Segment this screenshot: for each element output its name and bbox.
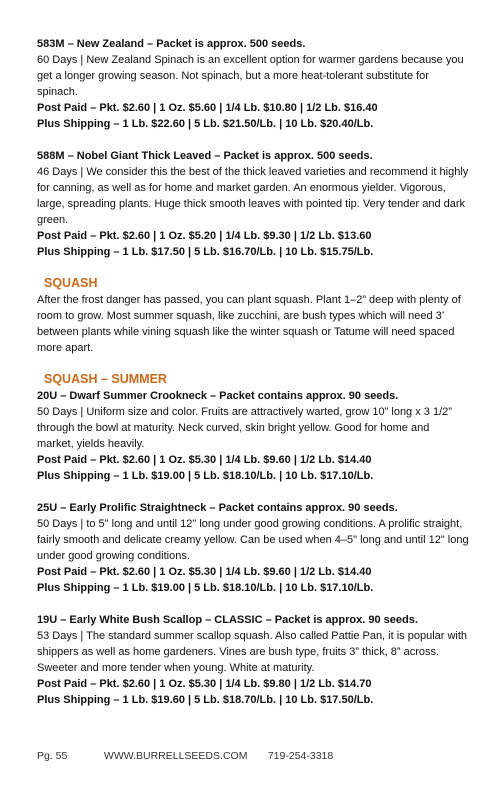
phone-number: 719-254-3318 — [267, 750, 334, 762]
product-title: 25U – Early Prolific Straightneck – Packet contains approx. 90 seeds. — [37, 502, 398, 514]
product-title: 20U – Dwarf Summer Crookneck – Packet contains approx. 90 seeds. — [37, 390, 399, 402]
product-entry-25u — [37, 500, 469, 596]
post-paid-prices: Post Paid – Pkt. $2.60 | 1 Oz. $5.30 | 1/4 Lb. $9.80 | 1/2 Lb. $14.70 — [37, 678, 372, 690]
product-description: 53 Days | The standard summer scallop squash. Also called Pattie Pan, it is popular with shippers as well as home gardeners. Vines are bush type, fruits 3” thick, 8” across. Sweeter and more tender when young. White at maturity. — [37, 630, 468, 674]
plus-shipping-prices: Plus Shipping – 1 Lb. $17.50 | 5 Lb. $16.70/Lb. | 10 Lb. $15.75/Lb. — [37, 246, 374, 258]
post-paid-prices: Post Paid – Pkt. $2.60 | 1 Oz. $5.30 | 1/4 Lb. $9.60 | 1/2 Lb. $14.40 — [37, 454, 372, 466]
section-intro-squash: After the frost danger has passed, you can plant squash. Plant 1–2” deep with plenty of room to grow. Most summer squash, like zucchini, are bush types which will need 3’ between plants while vining squash like the winter squash or Tatume will need spaced more apart. — [37, 294, 461, 354]
product-entry-20u — [37, 388, 469, 484]
product-description: 50 Days | to 5" long and until 12" long under good growing conditions. A prolific straight, fairly smooth and delicate creamy yellow. Can be used when 4–5" long and until 12" long under good growing conditions. — [37, 518, 469, 562]
product-title: 588M – Nobel Giant Thick Leaved – Packet is approx. 500 seeds. — [37, 150, 373, 162]
product-entry-19u — [37, 612, 469, 708]
plus-shipping-prices: Plus Shipping – 1 Lb. $19.00 | 5 Lb. $18.10/Lb. | 10 Lb. $17.10/Lb. — [37, 470, 374, 482]
product-title: 19U – Early White Bush Scallop – CLASSIC – Packet is approx. 90 seeds. — [37, 614, 418, 626]
product-title: 583M – New Zealand – Packet is approx. 500 seeds. — [37, 38, 306, 50]
product-entry-588m — [37, 148, 469, 260]
product-description: 46 Days | We consider this the best of the thick leaved varieties and recommend it highly for canning, as well as for home and market garden. An enormous yielder. Vigorous, large, spreading plants. Huge thick smooth leaves with pointed tip. Very tender and dark green. — [37, 166, 469, 226]
catalog-page — [37, 36, 469, 708]
page-number: Pg. 55 — [37, 750, 68, 762]
plus-shipping-prices: Plus Shipping – 1 Lb. $22.60 | 5 Lb. $21.50/Lb. | 10 Lb. $20.40/Lb. — [37, 118, 374, 130]
post-paid-prices: Post Paid – Pkt. $2.60 | 1 Oz. $5.20 | 1/4 Lb. $9.30 | 1/2 Lb. $13.60 — [37, 230, 372, 242]
website-link[interactable]: WWW.BURRELLSEEDS.COM — [103, 750, 248, 762]
section-heading-squash: SQUASH — [44, 276, 98, 290]
product-description: 60 Days | New Zealand Spinach is an excellent option for warmer gardens because you get a longer growing season. Not spinach, but a more heat-tolerant substitute for spinach. — [37, 54, 464, 98]
product-entry-583m — [37, 36, 469, 132]
section-heading-squash-summer: SQUASH – SUMMER — [44, 372, 167, 386]
post-paid-prices: Post Paid – Pkt. $2.60 | 1 Oz. $5.30 | 1/4 Lb. $9.60 | 1/2 Lb. $14.40 — [37, 566, 372, 578]
post-paid-prices: Post Paid – Pkt. $2.60 | 1 Oz. $5.60 | 1/4 Lb. $10.80 | 1/2 Lb. $16.40 — [37, 102, 378, 114]
page-footer — [37, 750, 333, 762]
product-description: 50 Days | Uniform size and color. Fruits are attractively warted, grow 10” long x 3 1/2” through the bowl at maturity. Neck curved, skin bright yellow. Good for home and market, yields heavily. — [37, 406, 452, 450]
plus-shipping-prices: Plus Shipping – 1 Lb. $19.00 | 5 Lb. $18.10/Lb. | 10 Lb. $17.10/Lb. — [37, 582, 374, 594]
plus-shipping-prices: Plus Shipping – 1 Lb. $19.60 | 5 Lb. $18.70/Lb. | 10 Lb. $17.50/Lb. — [37, 694, 374, 706]
